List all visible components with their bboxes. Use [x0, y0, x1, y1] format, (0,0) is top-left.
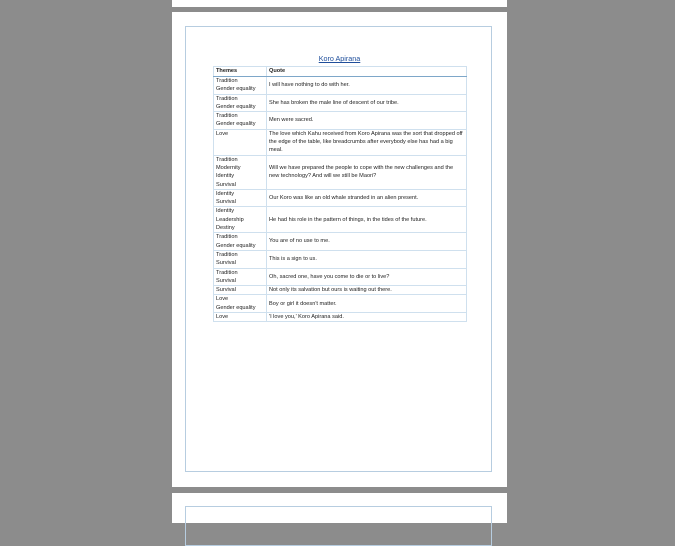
quote-cell: Our Koro was like an old whale stranded in an alien present.: [267, 189, 467, 207]
theme-label: Identity: [216, 208, 235, 215]
theme-label: Tradition: [216, 234, 238, 241]
theme-label: Leadership: [216, 216, 244, 223]
theme-label: Tradition: [216, 156, 238, 163]
theme-label: Gender equality: [216, 103, 256, 110]
theme-label: Tradition: [216, 95, 238, 102]
themes-cell: [214, 295, 267, 313]
themes-cell: [214, 112, 267, 130]
quotes-table: [213, 66, 467, 322]
next-page: [172, 493, 507, 523]
quote-cell: You are of no use to me.: [267, 233, 467, 251]
theme-label: Identity: [216, 190, 235, 197]
quote-cell: Not only its salvation but ours is waiting out there.: [267, 286, 467, 295]
header-quote: Quote: [267, 67, 467, 77]
themes-cell: [214, 313, 267, 322]
table-row: [214, 295, 467, 313]
theme-label: Survival: [216, 199, 236, 206]
theme-label: Identity: [216, 173, 235, 180]
themes-cell: [214, 233, 267, 251]
themes-cell: [214, 207, 267, 233]
quote-cell: The love which Kahu received from Koro Apirana was the sort that dropped off the edge of the table, like breadcrumbs after everybody else has had a big meal.: [267, 129, 467, 155]
table-row: [214, 286, 467, 295]
table-row: [214, 77, 467, 95]
table-row: [214, 155, 467, 189]
table-row: [214, 189, 467, 207]
themes-cell: [214, 286, 267, 295]
quote-cell: Boy or girl it doesn't matter.: [267, 295, 467, 313]
table-row: [214, 129, 467, 155]
theme-label: Tradition: [216, 113, 238, 120]
theme-label: Tradition: [216, 269, 238, 276]
theme-label: Survival: [216, 277, 236, 284]
theme-label: Survival: [216, 260, 236, 267]
theme-label: Love: [216, 314, 229, 321]
table-row: [214, 233, 467, 251]
themes-cell: [214, 77, 267, 95]
quote-cell: This is a sign to us.: [267, 250, 467, 268]
table-row: [214, 94, 467, 112]
theme-label: Survival: [216, 287, 236, 294]
theme-label: Gender equality: [216, 121, 256, 128]
themes-cell: [214, 250, 267, 268]
quote-cell: Will we have prepared the people to cope with the new challenges and the new technology? And will we still be Maori?: [267, 155, 467, 189]
table-row: [214, 207, 467, 233]
themes-cell: [214, 268, 267, 286]
page-border: [185, 506, 492, 546]
table-row: [214, 250, 467, 268]
theme-label: Gender equality: [216, 242, 256, 249]
theme-label: Gender equality: [216, 304, 256, 311]
quote-cell: I will have nothing to do with her.: [267, 77, 467, 95]
theme-label: Tradition: [216, 251, 238, 258]
themes-cell: [214, 94, 267, 112]
quote-cell: Oh, sacred one, have you come to die or to live?: [267, 268, 467, 286]
table-row: [214, 112, 467, 130]
theme-label: Gender equality: [216, 86, 256, 93]
themes-cell: [214, 189, 267, 207]
document-page: [172, 12, 507, 487]
themes-cell: [214, 155, 267, 189]
quote-cell: He had his role in the pattern of things, in the tides of the future.: [267, 207, 467, 233]
theme-label: Tradition: [216, 78, 238, 84]
theme-label: Survival: [216, 181, 236, 188]
document-title: Koro Apirana: [318, 54, 361, 63]
quote-cell: She has broken the male line of descent of our tribe.: [267, 94, 467, 112]
table-row: [214, 313, 467, 322]
themes-cell: [214, 129, 267, 155]
quote-cell: Men were sacred.: [267, 112, 467, 130]
header-themes: Themes: [214, 67, 267, 77]
table-header-row: [214, 67, 467, 77]
theme-label: Love: [216, 130, 229, 137]
table-row: [214, 268, 467, 286]
previous-page: [172, 0, 507, 7]
theme-label: Love: [216, 296, 229, 303]
quote-cell: 'I love you,' Koro Apirana said.: [267, 313, 467, 322]
theme-label: Destiny: [216, 225, 235, 232]
theme-label: Modernity: [216, 164, 241, 171]
